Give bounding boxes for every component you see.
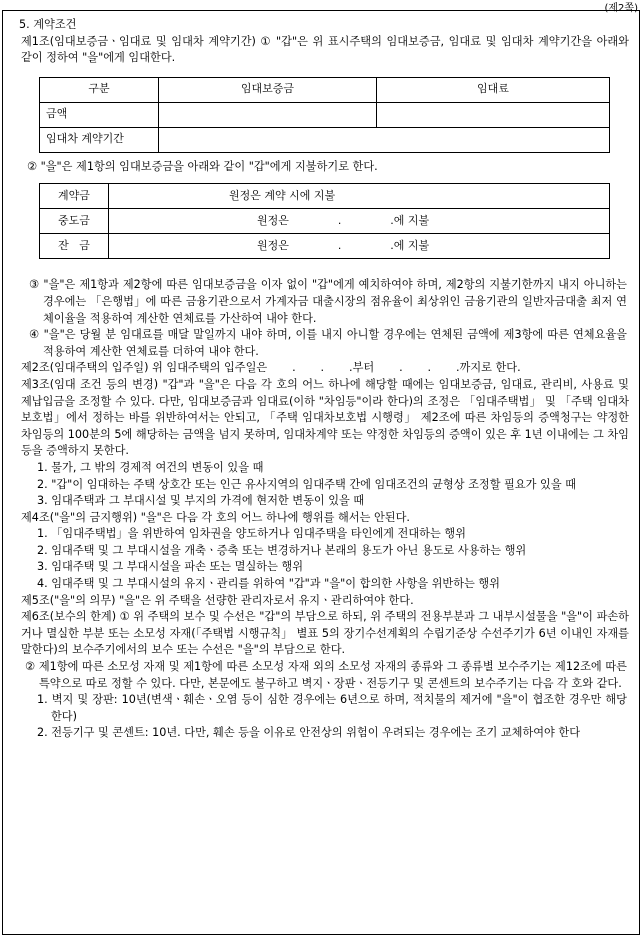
- article-1: 제1조(임대보증금ㆍ임대료 및 임대차 계약기간) ① "갑"은 위 표시주택의 임대보증금, 임대료 및 임대차 계약기간을 아래와 같이 정하여 "을"에게 임대한다.: [21, 34, 629, 65]
- deposit-amount-cell: [159, 102, 377, 127]
- article-6-item-2: 2. 전등기구 및 콘센트: 10년. 다만, 훼손 등을 이유로 안전상의 위험이 우려되는 경우에는 조기 교체하여야 한다: [37, 726, 581, 740]
- payment-desc-balance: 원정은 . .에 지불: [109, 234, 610, 259]
- article-6-item-1: 1. 벽지 및 장판: 10년(변색ㆍ훼손ㆍ오염 등이 심한 경우에는 6년으로 하며, 적치물의 제거에 "을"이 협조한 경우만 해당한다): [37, 693, 627, 723]
- contract-period-cell: [159, 127, 610, 152]
- article-3: 제3조(임대 조건 등의 변경) "갑"과 "을"은 다음 각 호의 어느 하나에 해당할 때에는 임대보증금, 임대료, 관리비, 사용료 및 제납입금을 조정할 수 있다. 다만, 임대보증금과 임대료(이하 "차임등"이라 한다)의 조정은 「임대주택법」 및 「주택 임대차보호법」에서 정하는 바를 위반하여서는 안되고, 「주택 임대차보호법 시행령」 제2조에 따른 차임등의 증액청구는 약정한 차임등의 100분의 5에 해당하는 금액을 넘지 못하며, 임대차계약 또는 약정한 차임등의 증액이 있은 후 1년 이내에는 그 차임등을 증액하지 못한다.: [21, 377, 629, 458]
- payment-desc-interim: 원정은 . .에 지불: [109, 209, 610, 234]
- article-1-paragraph-3: ③ "을"은 제1항과 제2항에 따른 임대보증금을 이자 없이 "갑"에게 예치하여야 하며, 제2항의 지불기한까지 내지 아니하는 경우에는 「은행법」에 따른 금융기관으로서 가계자금 대출시장의 점유율이 최상위인 금융기관의 일반자금대출 최저 연체이율을 적용하여 계산한 연체료를 가산하여 내야 한다.: [29, 278, 627, 325]
- article-5: 제5조("을"의 의무) "을"은 위 주택을 선량한 관리자로서 유지ㆍ관리하여야 한다.: [21, 593, 414, 607]
- payment-schedule-table: [39, 183, 610, 259]
- article-3-item-3: 3. 임대주택과 그 부대시설 및 부지의 가격에 현저한 변동이 있을 때: [37, 494, 365, 508]
- table-header-rent: 임대료: [377, 77, 610, 102]
- article-3-item-2: 2. "갑"이 임대하는 주택 상호간 또는 인근 유사지역의 임대주택 간에 임대조건의 균형상 조정할 필요가 있을 때: [37, 477, 577, 491]
- table-row-label-amount: 금액: [40, 102, 159, 127]
- rent-amount-cell: [377, 102, 610, 127]
- article-1-paragraph-4: ④ "을"은 당월 분 임대료를 매달 말일까지 내야 하며, 이를 내지 아니할 경우에는 연체된 금액에 제3항에 따른 연체요율을 적용하여 계산한 연체료를 더하여 내야 한다.: [29, 328, 627, 358]
- article-6: 제6조(보수의 한계) ① 위 주택의 보수 및 수선은 "갑"의 부담으로 하되, 위 주택의 전용부분과 그 내부시설물을 "을"이 파손하거나 멸실한 부분 또는 소모성 자재(「주택법 시행규칙」 별표 5의 장기수선계획의 수립기준상 수선주기가 6년 이내인 자재를 말한다)의 보수주기에서의 보수 또는 수선은 "을"의 부담으로 한다.: [21, 610, 629, 657]
- article-4-item-1: 1. 「임대주택법」을 위반하여 임차권을 양도하거나 임대주택을 타인에게 전대하는 행위: [37, 527, 466, 541]
- article-6-paragraph-2: ② 제1항에 따른 소모성 자재 및 제1항에 따른 소모성 자재 외의 소모성 자재의 종류와 그 종류별 보수주기는 제12조에 따른 특약으로 따로 정할 수 있다. 다만, 본문에도 불구하고 벽지ㆍ장판ㆍ전등기구 및 콘센트의 보수주기는 다음 각 호와 같다.: [25, 660, 627, 690]
- table-header-category: 구분: [40, 77, 159, 102]
- article-4: 제4조("을"의 금지행위) "을"은 다음 각 호의 어느 하나에 행위를 해서는 안된다.: [21, 510, 410, 524]
- table-row-label-period: 임대차 계약기간: [40, 127, 159, 152]
- payment-desc-contract: 원정은 계약 시에 지불: [109, 184, 610, 209]
- article-4-item-4: 4. 임대주택 및 그 부대시설의 유지ㆍ관리를 위하여 "갑"과 "을"이 합의한 사항을 위반하는 행위: [37, 577, 500, 591]
- payment-label-balance: 잔 금: [40, 234, 109, 259]
- table-header-deposit: 임대보증금: [159, 77, 377, 102]
- payment-label-interim: 중도금: [40, 209, 109, 234]
- contract-frame: [2, 10, 640, 935]
- payment-label-contract: 계약금: [40, 184, 109, 209]
- section-title: 5. 계약조건: [19, 18, 77, 31]
- article-4-item-3: 3. 임대주택 및 그 부대시설을 파손 또는 멸실하는 행위: [37, 560, 304, 574]
- article-4-item-2: 2. 임대주택 및 그 부대시설을 개축ㆍ증축 또는 변경하거나 본래의 용도가 아닌 용도로 사용하는 행위: [37, 543, 527, 557]
- page-number-label: (제2쪽): [604, 3, 638, 14]
- article-1-paragraph-2: ② "을"은 제1항의 임대보증금을 아래와 같이 "갑"에게 지불하기로 한다.: [27, 159, 378, 173]
- article-3-item-1: 1. 물가, 그 밖의 경제적 여건의 변동이 있을 때: [37, 460, 264, 474]
- article-2: 제2조(임대주택의 입주일) 위 임대주택의 입주일은 . . .부터 . . .까지로 한다.: [21, 361, 521, 375]
- deposit-rent-table: [39, 77, 610, 153]
